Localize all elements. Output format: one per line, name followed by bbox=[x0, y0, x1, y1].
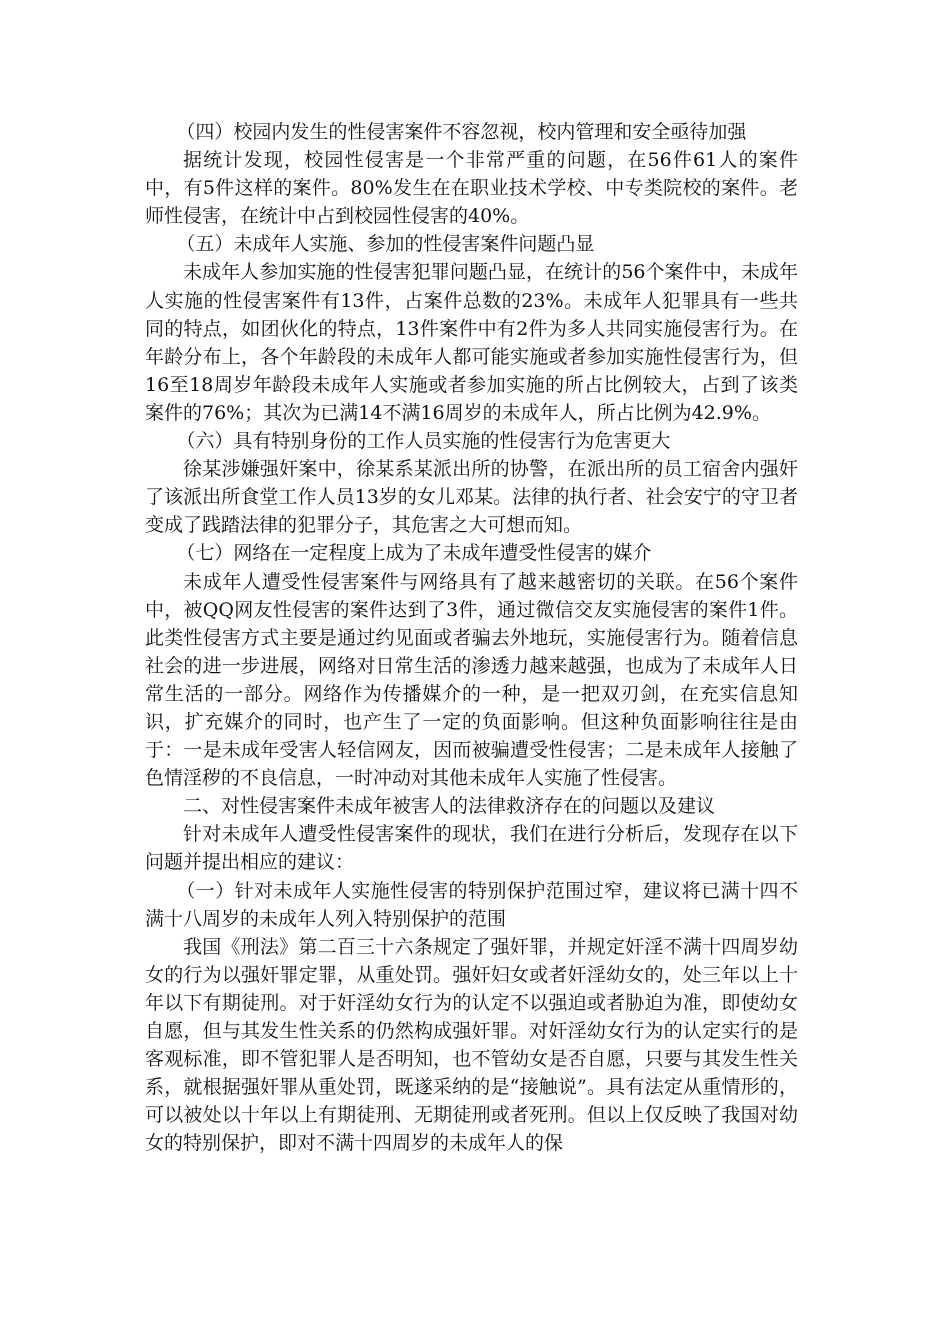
paragraph-campus-statistics: 据统计发现，校园性侵害是一个非常严重的问题，在56件61人的案件中，有5件这样的案件。80%发生在在职业技术学校、中专类院校的案件。老师性侵害，在统计中占到校园性侵害的40%。 bbox=[145, 149, 798, 228]
chapter-heading-2: 二、对性侵害案件未成年被害人的法律救济存在的问题以及建议 bbox=[183, 795, 716, 818]
section-heading-5: （五）未成年人实施、参加的性侵害案件问题凸显 bbox=[176, 233, 595, 256]
section-heading-1: （一）针对未成年人实施性侵害的特别保护范围过窄，建议将已满十四不满十八周岁的未成年人列入特别保护的范围 bbox=[145, 879, 798, 930]
paragraph-special-identity-case: 徐某涉嫌强奸案中，徐某系某派出所的协警，在派出所的员工宿舍内强奸了该派出所食堂工作人员13岁的女儿邓某。法律的执行者、社会安宁的守卫者变成了践踏法律的犯罪分子，其危害之大可想而知。 bbox=[145, 458, 798, 537]
document-body bbox=[145, 118, 798, 1157]
paragraph-minor-offenders: 未成年人参加实施的性侵害犯罪问题凸显，在统计的56个案件中，未成年人实施的性侵害案件有13件，占案件总数的23%。未成年人犯罪具有一些共同的特点，如团伙化的特点，13件案件中有2件为多人共同实施侵害行为。在年龄分布上，各个年龄段的未成年人都可能实施或者参加实施性侵害行为，但16至18周岁年龄段未成年人实施或者参加实施的所占比例较大，占到了该类案件的76%；其次为已满14不满16周岁的未成年人，所占比例为42.9%。 bbox=[145, 261, 798, 424]
section-heading-6: （六）具有特别身份的工作人员实施的性侵害行为危害更大 bbox=[176, 430, 671, 453]
paragraph-analysis-intro: 针对未成年人遭受性侵害案件的现状，我们在进行分析后，发现存在以下问题并提出相应的建议： bbox=[145, 823, 798, 874]
section-heading-4: （四）校园内发生的性侵害案件不容忽视，校内管理和安全亟待加强 bbox=[176, 121, 747, 143]
section-heading-7: （七）网络在一定程度上成为了未成年遭受性侵害的媒介 bbox=[176, 542, 652, 565]
paragraph-criminal-law: 我国《刑法》第二百三十六条规定了强奸罪，并规定奸淫不满十四周岁幼女的行为以强奸罪定罪，从重处罚。强奸妇女或者奸淫幼女的，处三年以上十年以下有期徒刑。对于奸淫幼女行为的认定不以强迫或者胁迫为准，即使幼女自愿，但与其发生性关系的仍然构成强奸罪。对奸淫幼女行为的认定实行的是客观标准，即不管犯罪人是否明知，也不管幼女是否自愿，只要与其发生性关系，就根据强奸罪从重处罚，既遂采纳的是“接触说”。具有法定从重情形的，可以被处以十年以上有期徒刑、无期徒刑或者死刑。但以上仅反映了我国对幼女的特别保护，即对不满十四周岁的未成年人的保 bbox=[145, 935, 798, 1155]
paragraph-network-media: 未成年人遭受性侵害案件与网络具有了越来越密切的关联。在56个案件中，被QQ网友性侵害的案件达到了3件，通过微信交友实施侵害的案件1件。此类性侵害方式主要是通过约见面或者骗去外地玩，实施侵害行为。随着信息社会的进一步进展，网络对日常生活的渗透力越来越强，也成为了未成年人日常生活的一部分。网络作为传播媒介的一种，是一把双刃剑，在充实信息知识，扩充媒介的同时，也产生了一定的负面影响。但这种负面影响往往是由于：一是未成年受害人轻信网友，因而被骗遭受性侵害；二是未成年人接触了色情淫秽的不良信息，一时冲动对其他未成年人实施了性侵害。 bbox=[145, 570, 798, 790]
